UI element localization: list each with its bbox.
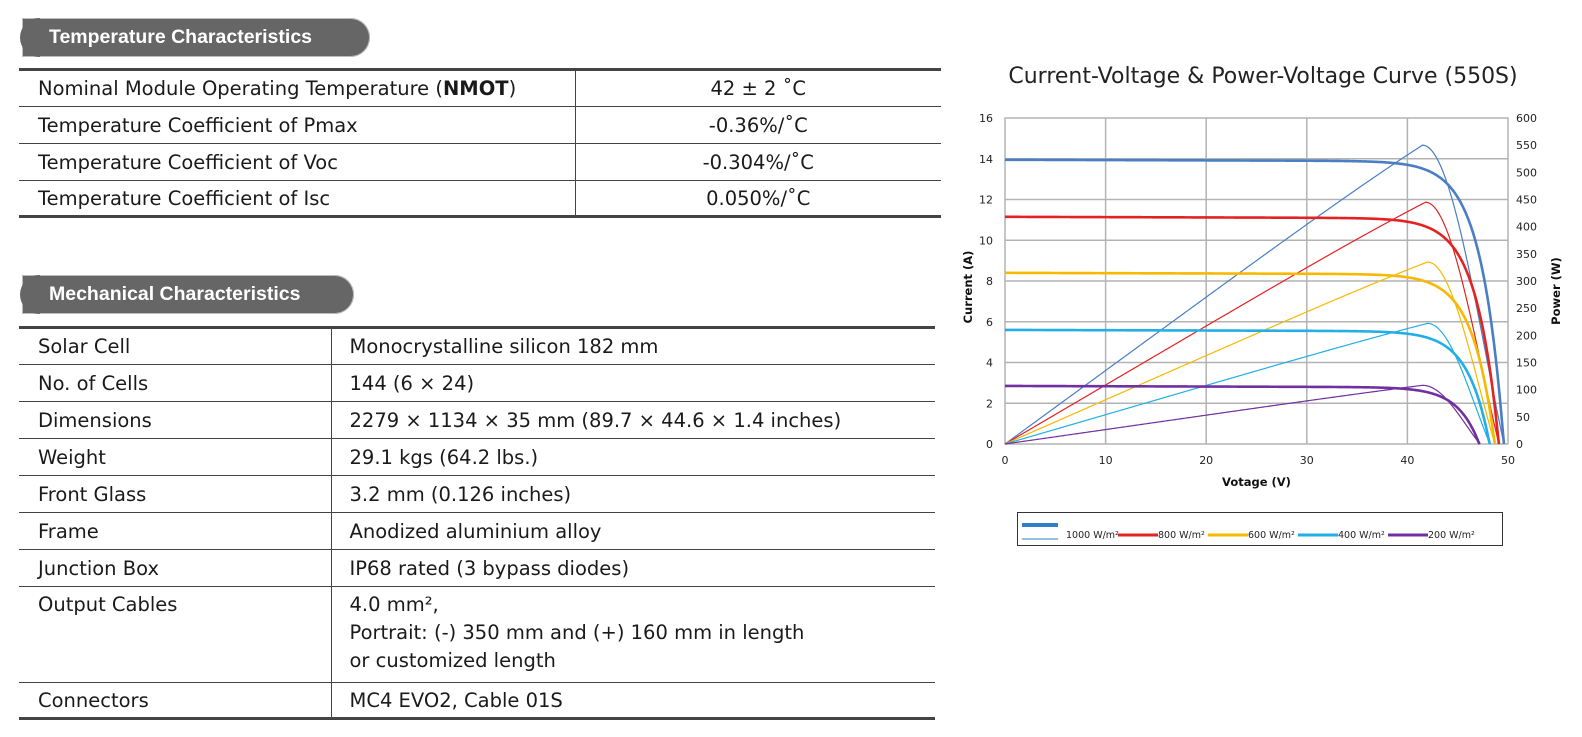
table-row: [19, 476, 935, 513]
temperature-section-heading: [22, 18, 370, 57]
legend-items: [1018, 513, 1504, 547]
y-tick-label: 14: [979, 152, 993, 166]
y2-tick-label: 150: [1516, 356, 1537, 370]
x-tick-label: 20: [1199, 454, 1214, 467]
chart-legend: [1017, 512, 1503, 546]
y-tick-label: 10: [979, 234, 993, 248]
row-value: 144 (6 × 24): [331, 365, 935, 402]
y2-tick-label: 600: [1516, 112, 1537, 125]
y2-tick-label: 500: [1516, 166, 1537, 180]
row-label: Junction Box: [19, 550, 331, 587]
x-tick-label: 0: [1001, 454, 1009, 467]
table-row: [19, 70, 941, 107]
table-row: [19, 513, 935, 550]
row-label: Temperature Coefficient of Voc: [19, 144, 575, 181]
row-value: 42 ± 2 ˚C: [575, 70, 941, 107]
row-label: Frame: [19, 513, 331, 550]
row-value: Anodized aluminium alloy: [331, 513, 935, 550]
y-tick-label: 0: [986, 438, 993, 451]
x-tick-label: 30: [1299, 454, 1314, 467]
y2-tick-label: 400: [1516, 220, 1537, 234]
row-label: Temperature Coefficient of Isc: [19, 181, 575, 217]
y2-axis-label: Power (W): [1549, 257, 1563, 325]
x-tick-label: 50: [1501, 454, 1515, 467]
y2-tick-label: 100: [1516, 383, 1537, 397]
temperature-table: [19, 68, 941, 218]
table-row: [19, 181, 941, 217]
table-row: [19, 402, 935, 439]
table-row: [19, 683, 935, 719]
y-tick-label: 12: [979, 193, 993, 207]
table-row: [19, 144, 941, 181]
row-value: IP68 rated (3 bypass diodes): [331, 550, 935, 587]
y2-tick-label: 200: [1516, 329, 1537, 343]
legend-label: 600 W/m²: [1248, 530, 1295, 541]
y2-tick-label: 250: [1516, 302, 1537, 316]
mechanical-section-heading: [22, 275, 354, 314]
row-value: 2279 × 1134 × 35 mm (89.7 × 44.6 × 1.4 inches): [331, 402, 935, 439]
temperature-heading-text: Temperature Characteristics: [49, 26, 313, 48]
row-value: MC4 EVO2, Cable 01S: [331, 683, 935, 719]
chart-title: Current-Voltage & Power-Voltage Curve (550S): [1008, 64, 1518, 89]
legend-label: 200 W/m²: [1428, 530, 1475, 541]
x-axis-label: Votage (V): [1222, 475, 1291, 489]
row-value: [331, 587, 935, 683]
row-label: Temperature Coefficient of Pmax: [19, 107, 575, 144]
y2-tick-label: 450: [1516, 193, 1537, 207]
y-tick-label: 4: [986, 356, 993, 370]
y-tick-label: 6: [986, 315, 993, 329]
table-row: [19, 550, 935, 587]
y2-tick-label: 300: [1516, 275, 1537, 288]
nmot-label-start: Nominal Module Operating Temperature (: [38, 77, 443, 100]
row-value: 3.2 mm (0.126 inches): [331, 476, 935, 513]
row-label: Output Cables: [19, 587, 331, 683]
table-row: [19, 107, 941, 144]
y2-tick-label: 50: [1516, 410, 1530, 424]
row-label: Front Glass: [19, 476, 331, 513]
row-label: Dimensions: [19, 402, 331, 439]
mechanical-heading-text: Mechanical Characteristics: [49, 283, 301, 305]
row-value: Monocrystalline silicon 182 mm: [331, 328, 935, 365]
legend-label: 1000 W/m²: [1066, 530, 1119, 541]
value-line: 4.0 mm²,: [349, 593, 439, 616]
row-value: -0.36%/˚C: [575, 107, 941, 144]
row-label: [19, 70, 575, 107]
row-value: -0.304%/˚C: [575, 144, 941, 181]
row-label: Weight: [19, 439, 331, 476]
table-row: [19, 328, 935, 365]
y-tick-label: 8: [986, 275, 993, 288]
table-row: [19, 439, 935, 476]
value-line: or customized length: [349, 649, 556, 672]
mechanical-table: [19, 326, 935, 720]
y2-tick-label: 350: [1516, 247, 1537, 261]
y2-tick-label: 550: [1516, 139, 1537, 153]
table-row: [19, 587, 935, 683]
row-value: 0.050%/˚C: [575, 181, 941, 217]
legend-label: 800 W/m²: [1158, 530, 1205, 541]
row-label: Connectors: [19, 683, 331, 719]
table-row: [19, 365, 935, 402]
x-tick-label: 40: [1400, 454, 1415, 467]
y2-tick-label: 0: [1516, 438, 1523, 451]
row-value: 29.1 kgs (64.2 lbs.): [331, 439, 935, 476]
nmot-label-end: ): [508, 77, 517, 100]
y-tick-label: 16: [979, 112, 993, 125]
value-line: Portrait: (-) 350 mm and (+) 160 mm in length: [349, 621, 805, 644]
x-tick-label: 10: [1098, 454, 1113, 467]
iv-pv-chart: [950, 100, 1570, 500]
nmot-label-bold: NMOT: [442, 77, 509, 100]
row-label: Solar Cell: [19, 328, 331, 365]
legend-label: 400 W/m²: [1338, 530, 1385, 541]
row-label: No. of Cells: [19, 365, 331, 402]
y-tick-label: 2: [986, 397, 993, 411]
y-axis-label: Current (A): [961, 250, 975, 324]
